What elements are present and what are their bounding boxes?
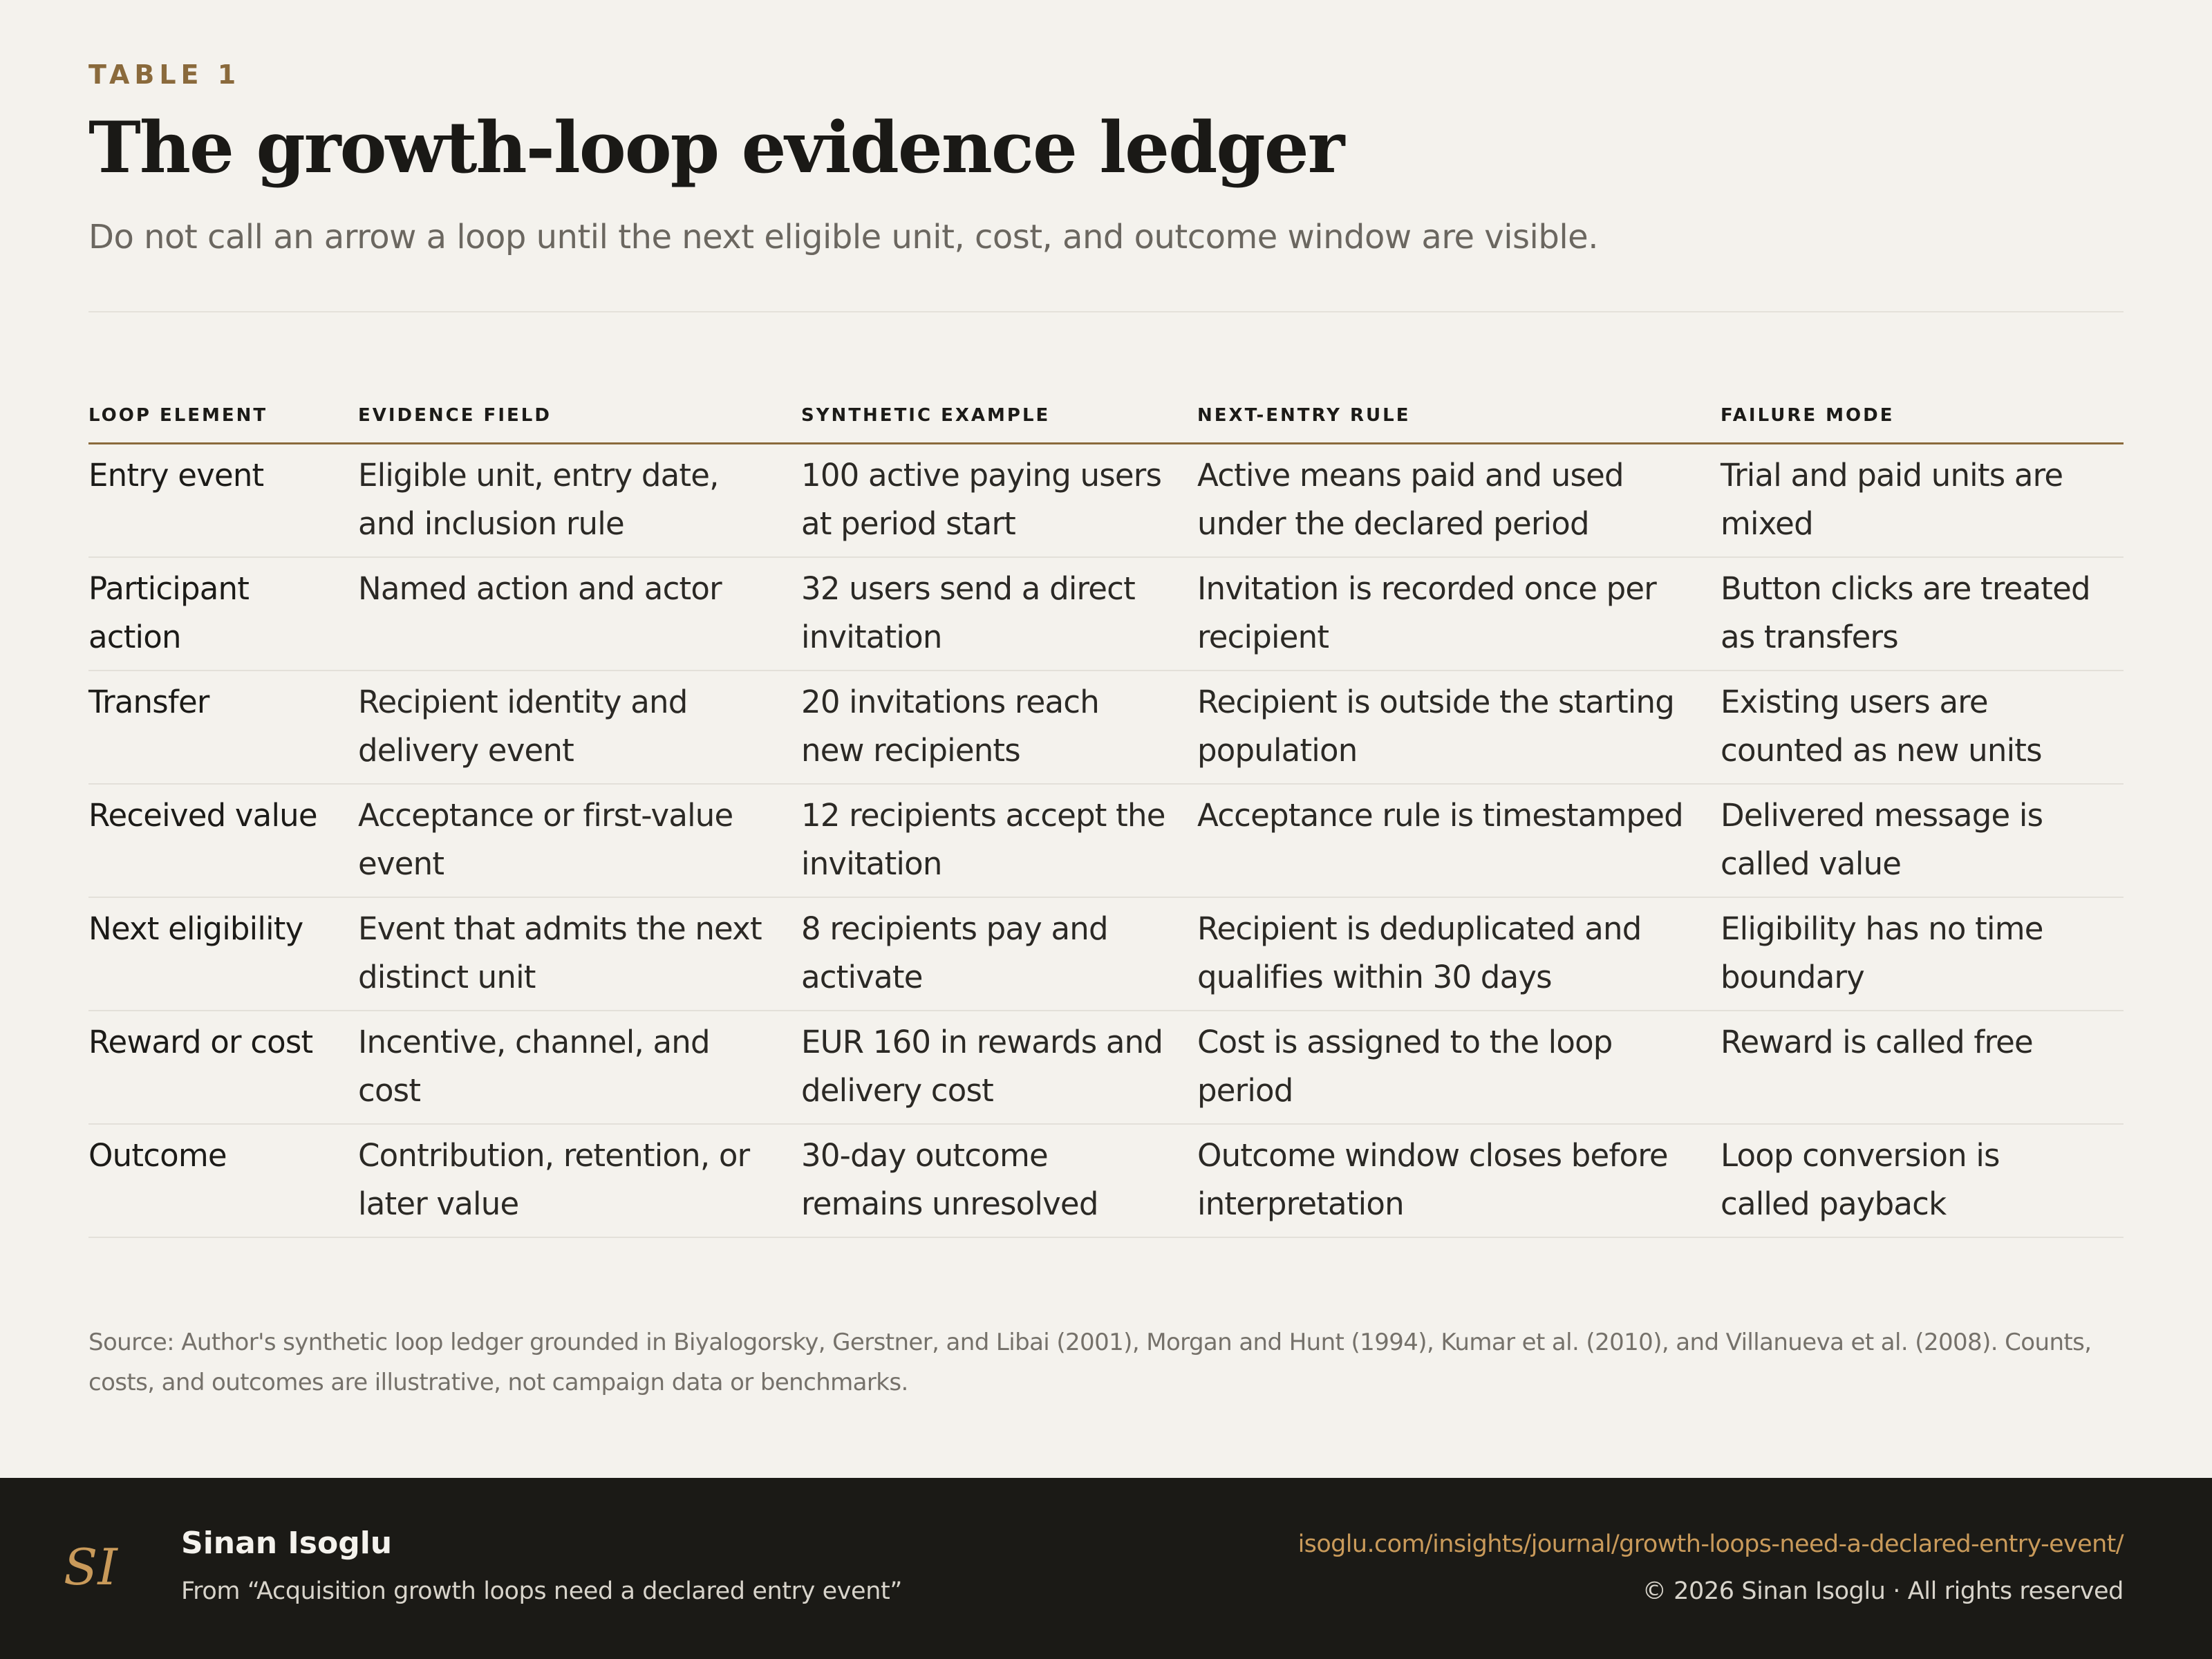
- table-cell: Reward or cost: [88, 1011, 358, 1124]
- table-cell: Received value: [88, 784, 358, 897]
- evidence-ledger-table: [88, 405, 2124, 1238]
- table-header-row: [88, 405, 2124, 444]
- article-content: [88, 55, 2124, 1403]
- table-cell: EUR 160 in rewards and delivery cost: [801, 1011, 1197, 1124]
- table-cell: Invitation is recorded once per recipient: [1197, 557, 1721, 671]
- table-cell: Active means paid and used under the declared period: [1197, 444, 1721, 558]
- source-note: Source: Author's synthetic loop ledger grounded in Biyalogorsky, Gerstner, and Libai (2001), Morgan and Hunt (1994), Kumar et al. (2010), and Villanueva et al. (2008). Counts, costs, and outcomes are illustrative, not campaign data or benchmarks.: [88, 1329, 2092, 1396]
- table-cell: Participant action: [88, 557, 358, 671]
- table-cell: Cost is assigned to the loop period: [1197, 1011, 1721, 1124]
- column-header: LOOP ELEMENT: [88, 405, 358, 444]
- table-cell: Eligibility has no time boundary: [1721, 897, 2124, 1011]
- table-cell: Recipient identity and delivery event: [358, 671, 801, 784]
- copyright-notice: © 2026 Sinan Isoglu · All rights reserved: [1642, 1577, 2124, 1605]
- page-subtitle: Do not call an arrow a loop until the next eligible unit, cost, and outcome window are visible.: [88, 218, 1598, 256]
- table-cell: Named action and actor: [358, 557, 801, 671]
- column-header: FAILURE MODE: [1721, 405, 2124, 444]
- table-cell: Trial and paid units are mixed: [1721, 444, 2124, 558]
- table-cell: Entry event: [88, 444, 358, 558]
- table-cell: 8 recipients pay and activate: [801, 897, 1197, 1011]
- table-row: [88, 671, 2124, 784]
- table-cell: Delivered message is called value: [1721, 784, 2124, 897]
- page-title: The growth-loop evidence ledger: [88, 106, 1344, 189]
- column-header: SYNTHETIC EXAMPLE: [801, 405, 1197, 444]
- table-row: [88, 1124, 2124, 1237]
- table-cell: Outcome: [88, 1124, 358, 1237]
- table-cell: Acceptance rule is timestamped: [1197, 784, 1721, 897]
- table-cell: Reward is called free: [1721, 1011, 2124, 1124]
- table-cell: 30-day outcome remains unresolved: [801, 1124, 1197, 1237]
- table-cell: Contribution, retention, or later value: [358, 1124, 801, 1237]
- table-cell: 32 users send a direct invitation: [801, 557, 1197, 671]
- table-cell: 100 active paying users at period start: [801, 444, 1197, 558]
- table-cell: Button clicks are treated as transfers: [1721, 557, 2124, 671]
- monogram-si-logo: [61, 1536, 120, 1598]
- table-row: [88, 1011, 2124, 1124]
- table-row: [88, 897, 2124, 1011]
- table-cell: 20 invitations reach new recipients: [801, 671, 1197, 784]
- table-cell: Next eligibility: [88, 897, 358, 1011]
- table-cell: Eligible unit, entry date, and inclusion rule: [358, 444, 801, 558]
- svg-text:SI: SI: [64, 1538, 118, 1596]
- table-cell: Outcome window closes before interpretation: [1197, 1124, 1721, 1237]
- table-row: [88, 784, 2124, 897]
- table-label: TABLE 1: [88, 59, 241, 90]
- article-reference: From “Acquisition growth loops need a declared entry event”: [181, 1577, 903, 1605]
- table-cell: Existing users are counted as new units: [1721, 671, 2124, 784]
- table-cell: Event that admits the next distinct unit: [358, 897, 801, 1011]
- table-row: [88, 557, 2124, 671]
- table-cell: Incentive, channel, and cost: [358, 1011, 801, 1124]
- table-cell: Transfer: [88, 671, 358, 784]
- footer-bar: [0, 1478, 2212, 1659]
- table-cell: 12 recipients accept the invitation: [801, 784, 1197, 897]
- table-cell: Recipient is outside the starting population: [1197, 671, 1721, 784]
- table-cell: Loop conversion is called payback: [1721, 1124, 2124, 1237]
- article-url-link[interactable]: isoglu.com/insights/journal/growth-loops-need-a-declared-entry-event/: [1297, 1530, 2124, 1558]
- author-name: Sinan Isoglu: [181, 1526, 393, 1561]
- table-cell: Acceptance or first-value event: [358, 784, 801, 897]
- column-header: NEXT-ENTRY RULE: [1197, 405, 1721, 444]
- table-cell: Recipient is deduplicated and qualifies within 30 days: [1197, 897, 1721, 1011]
- header-divider: [88, 311, 2124, 312]
- table-row: [88, 444, 2124, 558]
- column-header: EVIDENCE FIELD: [358, 405, 801, 444]
